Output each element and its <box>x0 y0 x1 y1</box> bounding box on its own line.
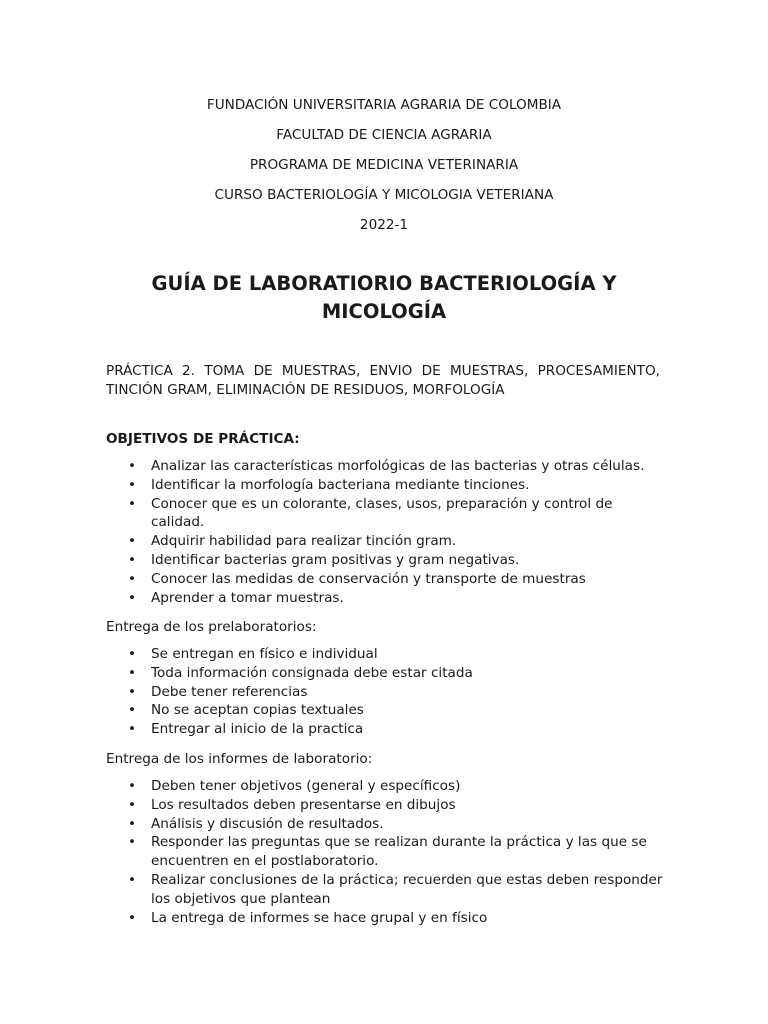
list-item-text: La entrega de informes se hace grupal y en físico <box>151 909 488 926</box>
list-item-text: Los resultados deben presentarse en dibujos <box>151 796 456 813</box>
list-item-text: Deben tener objetivos (general y específicos) <box>151 778 461 794</box>
list-item-text: Se entregan en físico e individual <box>151 646 378 662</box>
reports-list <box>106 777 666 927</box>
list-item-text: Identificar la morfología bacteriana mediante tinciones. <box>151 476 530 493</box>
bullet-icon: • <box>127 721 137 738</box>
bullet-icon: • <box>127 570 137 587</box>
list-item-text: Analizar las características morfológicas de las bacterias y otras células. <box>151 458 645 474</box>
list-item-text: Conocer las medidas de conservación y transporte de muestras <box>151 570 586 587</box>
list-item <box>106 589 666 608</box>
reports-heading: Entrega de los informes de laboratorio: <box>106 751 373 767</box>
bullet-icon: • <box>127 834 137 851</box>
document-title <box>100 270 668 326</box>
bullet-icon: • <box>127 702 137 719</box>
list-item <box>106 720 666 739</box>
list-item-text: Toda información consignada debe estar citada <box>151 664 473 681</box>
faculty-name: FACULTAD DE CIENCIA AGRARIA <box>276 127 492 143</box>
program-name: PROGRAMA DE MEDICINA VETERINARIA <box>249 157 519 173</box>
list-item <box>106 871 666 909</box>
list-item <box>106 532 666 551</box>
list-item <box>106 476 666 495</box>
bullet-icon: • <box>127 458 137 474</box>
prelab-list <box>106 645 666 739</box>
list-item <box>106 683 666 702</box>
bullet-icon: • <box>127 646 137 662</box>
list-item-text: Análisis y discusión de resultados. <box>151 815 384 832</box>
bullet-icon: • <box>127 683 137 700</box>
document-title-line-1: GUÍA DE LABORATIORIO BACTERIOLOGÍA Y <box>151 272 617 295</box>
list-item <box>106 777 666 796</box>
list-item-text: Identificar bacterias gram positivas y gram negativas. <box>151 551 520 568</box>
list-item <box>106 457 666 476</box>
list-item <box>106 495 666 533</box>
objectives-list <box>106 457 666 607</box>
course-name: CURSO BACTERIOLOGÍA Y MICOLOGIA VETERIANA <box>214 187 554 203</box>
university-name: FUNDACIÓN UNIVERSITARIA AGRARIA DE COLOMBIA <box>206 97 562 113</box>
list-item <box>106 664 666 683</box>
bullet-icon: • <box>127 778 137 794</box>
list-item <box>106 570 666 589</box>
document-title-line-2: MICOLOGÍA <box>321 300 447 323</box>
bullet-icon: • <box>127 871 137 888</box>
list-item <box>106 701 666 720</box>
list-item <box>106 645 666 664</box>
list-item-text: Entregar al inicio de la practica <box>151 721 364 738</box>
bullet-icon: • <box>127 495 137 512</box>
bullet-icon: • <box>127 476 137 493</box>
list-item-text: No se aceptan copias textuales <box>151 702 364 719</box>
list-item <box>106 909 666 928</box>
prelab-heading: Entrega de los prelaboratorios: <box>106 619 317 635</box>
bullet-icon: • <box>127 796 137 813</box>
list-item <box>106 833 666 871</box>
bullet-icon: • <box>127 664 137 681</box>
practice-title: PRÁCTICA 2. TOMA DE MUESTRAS, ENVIO DE MUESTRAS, PROCESAMIENTO, TINCIÓN GRAM, ELIMINACIÓN DE RESIDUOS, MORFOLOGÍA <box>106 363 660 398</box>
list-item <box>106 815 666 834</box>
institution-header <box>0 90 768 240</box>
bullet-icon: • <box>127 533 137 550</box>
bullet-icon: • <box>127 551 137 568</box>
list-item-text: Responder las preguntas que se realizan durante la práctica y las que se encuentren en el postlaboratorio. <box>151 834 647 870</box>
list-item-text: Debe tener referencias <box>151 683 308 700</box>
list-item-text: Realizar conclusiones de la práctica; recuerden que estas deben responder los objetivos que plantean <box>151 871 663 907</box>
list-item-text: Conocer que es un colorante, clases, usos, preparación y control de calidad. <box>151 495 613 531</box>
list-item-text: Adquirir habilidad para realizar tinción gram. <box>151 533 457 550</box>
objectives-heading: OBJETIVOS DE PRÁCTICA: <box>106 431 300 447</box>
bullet-icon: • <box>127 589 137 606</box>
list-item-text: Aprender a tomar muestras. <box>151 589 344 606</box>
list-item <box>106 796 666 815</box>
bullet-icon: • <box>127 909 137 926</box>
list-item <box>106 551 666 570</box>
academic-period: 2022-1 <box>359 217 409 233</box>
bullet-icon: • <box>127 815 137 832</box>
